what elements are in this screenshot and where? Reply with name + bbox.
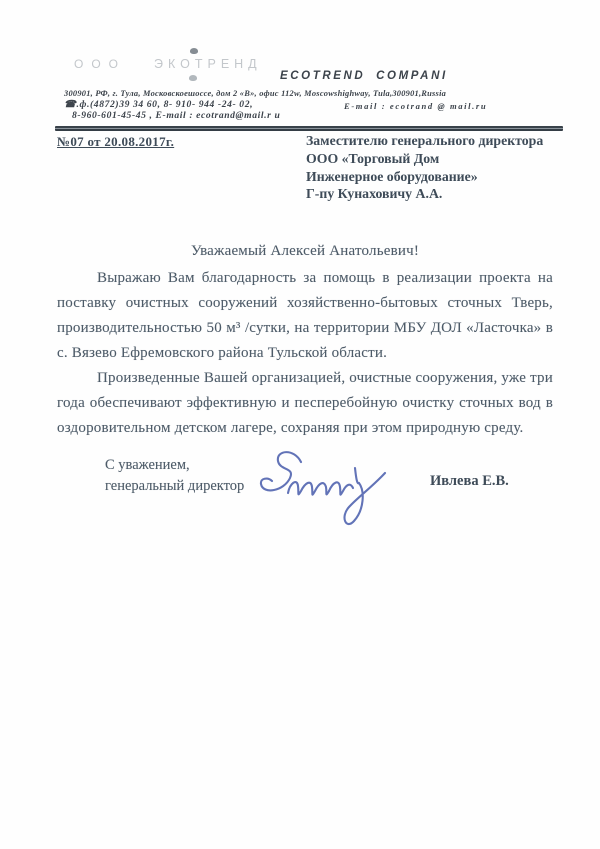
phone-line-2: 8-960-601-45-45 , E-mail : ecotrand@mail.r u (72, 110, 281, 121)
company-name: ECOTREND COMPANI (280, 70, 448, 82)
body-paragraph: Выражаю Вам благодарность за помощь в реализации проекта на поставку очистных сооружений хозяйственно-бытовых сточных Тверь, производительностью 50 м³ /сутки, на территории МБУ ДОЛ «Ласточка» в с. Вязево Ефремовского района Тульской области. (57, 270, 553, 361)
logo-org-type: ООО (74, 57, 127, 71)
reference-number-date: №07 от 20.08.2017г. (57, 134, 175, 149)
letterhead-divider (55, 126, 563, 131)
closing-block (105, 455, 244, 496)
phone-line-1: ☎.ф.(4872)39 34 60, 8- 910- 944 -24- 02, (64, 99, 254, 110)
recipient-line: Заместителю генерального директора (306, 133, 544, 148)
body-paragraph: Произведенные Вашей организацией, очистные сооружения, уже три года обеспечивают эффективную и песперебойную очистку сточных вод в оздоровительном детском лагере, сохраняя при этом природную среду. (57, 370, 553, 436)
closing-salutation: С уважением, (105, 457, 190, 473)
logo-diamond-bottom-icon (189, 75, 197, 81)
company-address: 300901, РФ, г. Тула, Московскоешоссе, дом 2 «В», офис 112w, Moscowshighway, Tula,300901,Russia (64, 89, 447, 98)
recipient-block (306, 132, 568, 203)
signer-name: Ивлева Е.В. (430, 473, 509, 489)
recipient-line: Г-пу Кунаховичу А.А. (306, 186, 443, 202)
handwritten-signature (238, 440, 408, 538)
logo-org-name: ЭКОТРЕНД (154, 57, 262, 71)
recipient-line: Инженерное оборудование» (306, 168, 478, 184)
logo-diamond-top-icon (190, 48, 198, 54)
signer-title: генеральный директор (105, 477, 245, 494)
email-address: E-mail : ecotrand @ mail.ru (344, 101, 488, 111)
recipient-line: ООО «Торговый Дом (306, 150, 440, 166)
salutation: Уважаемый Алексей Анатольевич! (190, 243, 420, 259)
